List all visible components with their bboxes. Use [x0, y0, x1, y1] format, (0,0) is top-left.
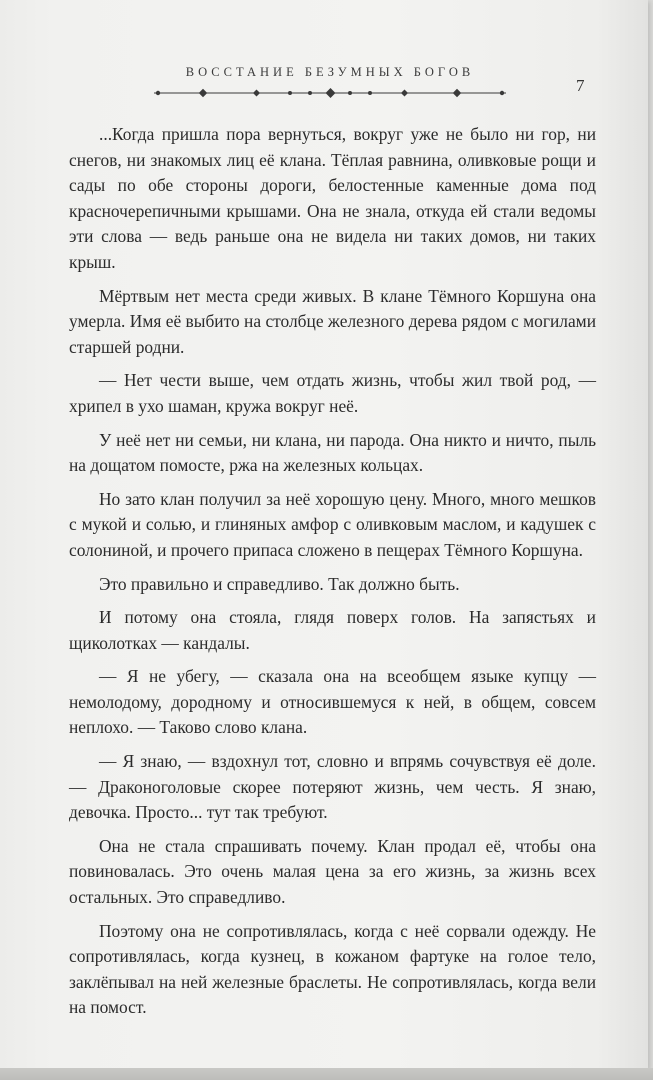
- paragraph: Это правильно и справедливо. Так должно быть.: [99, 573, 460, 594]
- paragraph: Поэтому она не сопротивлялась, когда с неё сорвали одежду. Не сопротивлялась, когда кузнец, в кожаном фартуке на голое тело, заклёпывал на ней железные браслеты. Не сопротивлялась, когда вели на помост.: [69, 920, 596, 1018]
- paragraph: — Нет чести выше, чем отдать жизнь, чтобы жил твой род, — хрипел в ухо шаман, кружа вокруг неё.: [69, 370, 596, 416]
- ornament-divider-icon: [150, 86, 510, 100]
- running-title: ВОССТАНИЕ БЕЗУМНЫХ БОГОВ: [185, 65, 475, 79]
- paragraph: У неё нет ни семьи, ни клана, ни парода. Она никто и ничто, пыль на дощатом помосте, ржа на железных кольцах.: [69, 429, 596, 476]
- paragraph: И потому она стояла, глядя поверх голов. На запястьях и щиколотках — кандалы.: [69, 607, 596, 653]
- paragraph: — Я не убегу, — сказала она на всеобщем языке купцу — немолодому, дородному и относившемуся к ней, в общем, совсем неплохо. — Таково слово клана.: [69, 666, 596, 738]
- body-text: [69, 122, 596, 1021]
- paragraph: Она не стала спрашивать почему. Клан продал её, чтобы она повиновалась. Это очень малая цена за его жизнь, за жизнь всех остальных. Это справедливо.: [69, 835, 596, 908]
- page-number: 7: [576, 76, 585, 95]
- paragraph: ...Когда пришла пора вернуться, вокруг уже не было ни гор, ни снегов, ни знакомых лиц её клана. Тёплая равнина, оливковые рощи и сады по обе стороны дороги, белостенные каменные дома под красночерепичными крышами. Она не знала, откуда ей стали ведомы эти слова — ведь раньше она не видела ни таких домов, ни таких крыш.: [69, 124, 596, 272]
- paragraph: Мёртвым нет места среди живых. В клане Тёмного Коршуна она умерла. Имя её выбито на столбце железного дерева рядом с могилами старшей родни.: [69, 285, 596, 357]
- page-edge: [0, 1068, 653, 1080]
- paragraph: — Я знаю, — вздохнул тот, словно и впрямь сочувствуя её доле. — Драконоголовые скорее потеряют жизнь, чем честь. Я знаю, девочка. Просто... тут так требуют.: [69, 751, 596, 823]
- page-header: [140, 64, 520, 100]
- paragraph: Но зато клан получил за неё хорошую цену. Много, много мешков с мукой и солью, и глиняных амфор с оливковым маслом, и кадушек с солониной, и прочего припаса сложено в пещерах Тёмного Коршуна.: [69, 488, 596, 560]
